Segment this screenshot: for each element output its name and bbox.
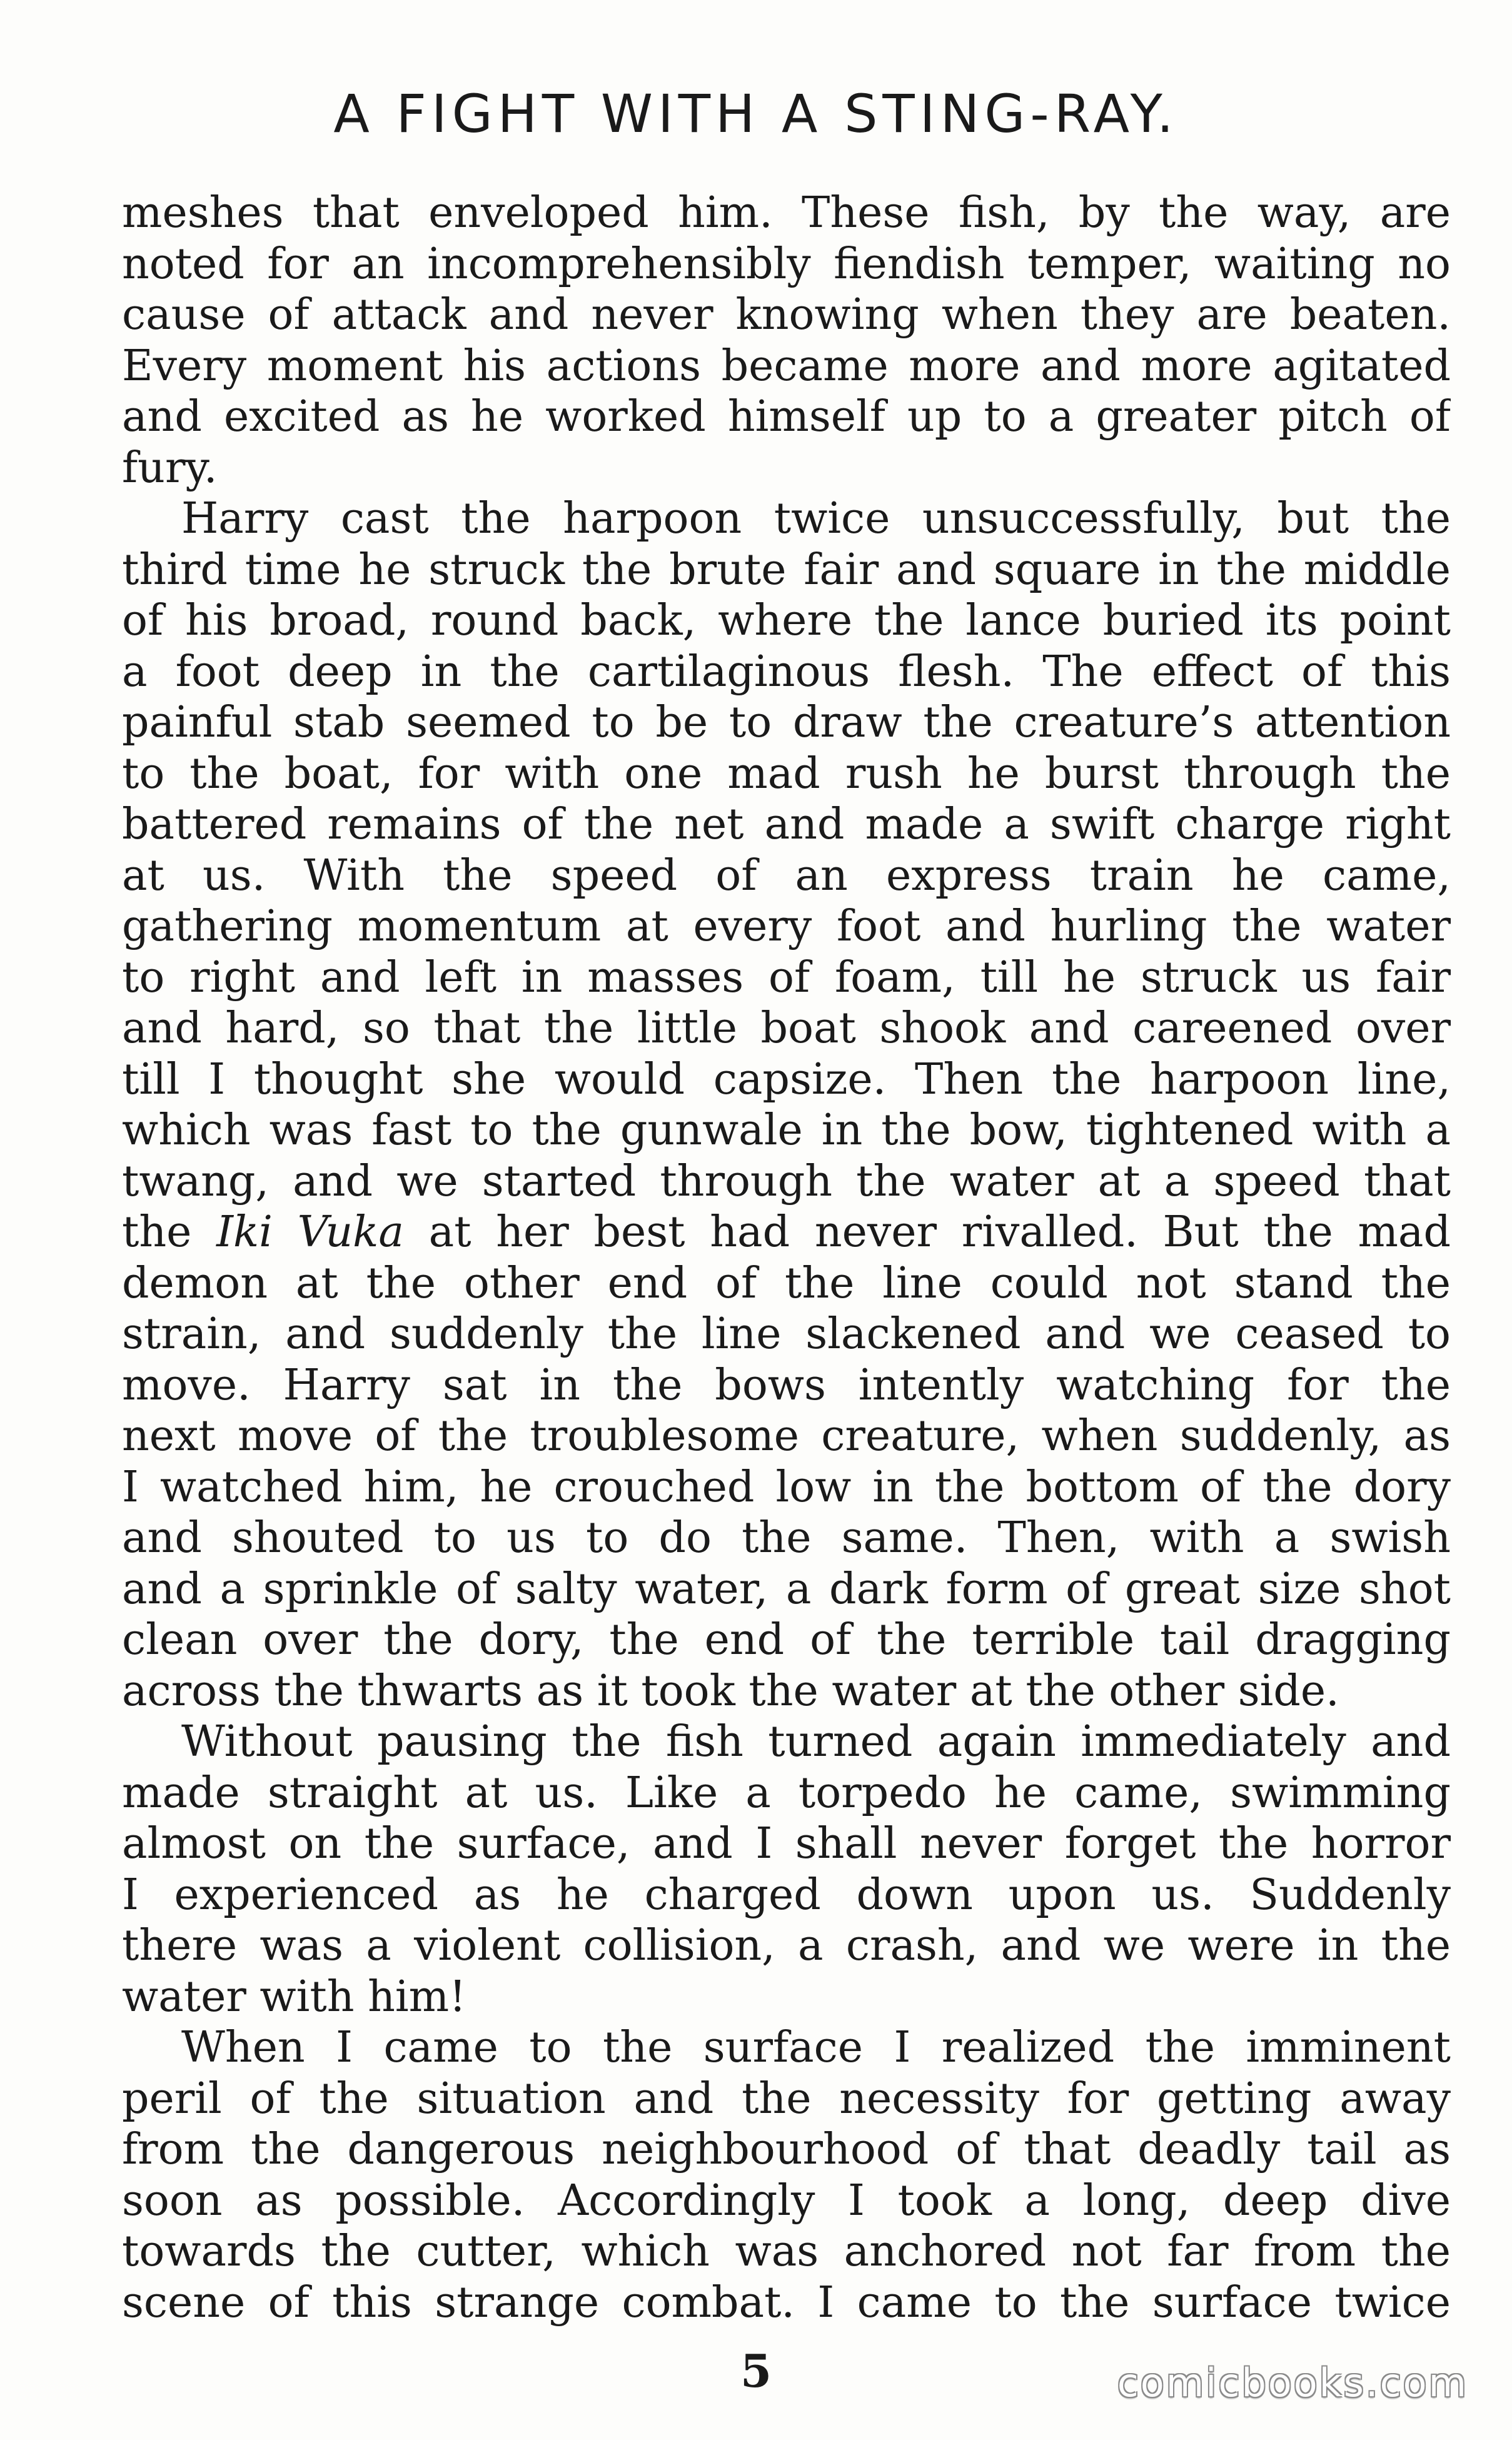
text-line: water with him!	[122, 1972, 466, 2022]
text-line: Every moment his actions became more and more agitated	[122, 341, 1451, 391]
text-line: towards the cutter, which was anchored not far from the	[122, 2227, 1451, 2276]
body-text	[122, 188, 1451, 2328]
text-line: noted for an incomprehensibly fiendish temper, waiting no	[122, 239, 1451, 289]
text-line: there was a violent collision, a crash, and we were in the	[122, 1921, 1451, 1970]
text-line: cause of attack and never knowing when they are beaten.	[122, 290, 1451, 340]
text-line: demon at the other end of the line could not stand the	[122, 1258, 1451, 1308]
running-head: A FIGHT WITH A STING-RAY.	[333, 83, 1179, 144]
text-line: next move of the troublesome creature, when suddenly, as	[122, 1411, 1451, 1461]
text-line: of his broad, round back, where the lance buried its point	[122, 596, 1451, 645]
text-line: strain, and suddenly the line slackened and we ceased to	[122, 1309, 1451, 1359]
text-line: and shouted to us to do the same. Then, with a swish	[122, 1513, 1451, 1563]
text-fragment: at her best had never rivalled. But the mad	[403, 1207, 1451, 1257]
text-line: When I came to the surface I realized the imminent	[181, 2023, 1451, 2072]
text-line: soon as possible. Accordingly I took a long, deep dive	[122, 2175, 1451, 2226]
text-line: which was fast to the gunwale in the bow, tightened with a	[122, 1106, 1451, 1155]
text-line-with-ship-name	[122, 1207, 1451, 1258]
text-line: at us. With the speed of an express train he came,	[122, 850, 1451, 900]
ship-name: Iki Vuka	[216, 1207, 404, 1257]
text-line: move. Harry sat in the bows intently watching for the	[122, 1360, 1451, 1410]
text-line: across the thwarts as it took the water at the other side.	[122, 1666, 1339, 1716]
text-line: Without pausing the fish turned again immediately and	[181, 1717, 1451, 1767]
text-line: and excited as he worked himself up to a greater pitch of	[122, 392, 1451, 441]
text-line: fury.	[122, 443, 218, 493]
text-line: gathering momentum at every foot and hurling the water	[122, 902, 1451, 951]
site-watermark: comicbooks.com	[1117, 2360, 1468, 2406]
text-line: twang, and we started through the water at a speed that	[122, 1156, 1451, 1206]
text-line: to the boat, for with one mad rush he burst through the	[122, 749, 1451, 799]
text-line: almost on the surface, and I shall never forget the horror	[122, 1819, 1451, 1868]
text-line: battered remains of the net and made a swift charge right	[122, 800, 1451, 849]
text-line: Harry cast the harpoon twice unsuccessfully, but the	[181, 494, 1451, 543]
text-fragment: the	[122, 1207, 217, 1257]
text-line: I experienced as he charged down upon us. Suddenly	[122, 1870, 1451, 1920]
text-line: painful stab seemed to be to draw the creature’s attention	[122, 698, 1451, 747]
text-line: till I thought she would capsize. Then the harpoon line,	[122, 1054, 1451, 1104]
text-line: a foot deep in the cartilaginous flesh. The effect of this	[122, 647, 1451, 697]
text-line: scene of this strange combat. I came to the surface twice	[122, 2277, 1451, 2327]
text-line: third time he struck the brute fair and square in the middle	[122, 545, 1451, 595]
text-line: peril of the situation and the necessity for getting away	[122, 2074, 1451, 2124]
text-line: made straight at us. Like a torpedo he came, swimming	[122, 1768, 1451, 1818]
text-line: clean over the dory, the end of the terrible tail dragging	[122, 1615, 1451, 1665]
text-line: meshes that enveloped him. These fish, by the way, are	[122, 188, 1451, 238]
page-number: 5	[740, 2344, 772, 2397]
text-line: I watched him, he crouched low in the bottom of the dory	[122, 1462, 1451, 1512]
text-line: from the dangerous neighbourhood of that deadly tail as	[122, 2125, 1451, 2174]
text-line: and hard, so that the little boat shook and careened over	[122, 1004, 1451, 1053]
text-line: to right and left in masses of foam, till he struck us fair	[122, 952, 1451, 1002]
text-line: and a sprinkle of salty water, a dark form of great size shot	[122, 1564, 1451, 1614]
